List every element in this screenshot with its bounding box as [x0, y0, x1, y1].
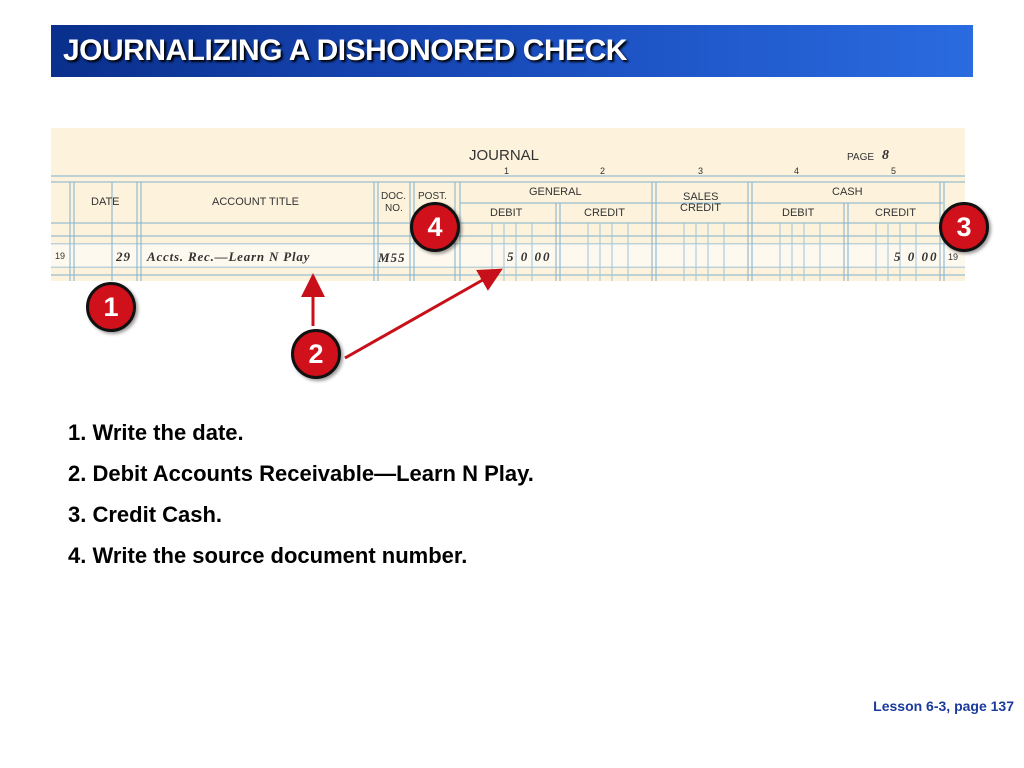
step-item: 3. Credit Cash. [68, 502, 223, 527]
general-header: GENERAL [529, 186, 582, 198]
arrow-to-debit [345, 273, 495, 358]
line-number-right: 19 [948, 252, 959, 262]
slide-title: JOURNALIZING A DISHONORED CHECK [63, 34, 627, 67]
step-item: 2. Debit Accounts Receivable—Learn N Play. [68, 461, 534, 486]
column-number: 2 [600, 166, 606, 176]
callout-badge-3: 3 [939, 202, 989, 252]
callout-badge-2: 2 [291, 329, 341, 379]
step-item: 4. Write the source document number. [68, 543, 468, 568]
column-number: 4 [794, 166, 800, 176]
general-debit-header: DEBIT [490, 207, 523, 219]
lesson-reference: Lesson 6-3, page 137 [873, 698, 1014, 714]
sales-credit-header-line2: CREDIT [680, 202, 721, 214]
steps-list [68, 420, 534, 584]
cash-credit-header: CREDIT [875, 207, 916, 219]
page-number: 8 [882, 148, 890, 163]
entry-doc-no: M55 [378, 250, 406, 265]
post-ref-header: POST. [418, 191, 447, 202]
doc-no-header: DOC. [381, 191, 406, 202]
entry-day: 29 [116, 249, 131, 264]
general-credit-header: CREDIT [584, 207, 625, 219]
line-number-left: 19 [55, 251, 66, 261]
step-item: 1. Write the date. [68, 420, 244, 445]
sales-credit-header: SALES [683, 191, 719, 203]
callout-badge-1: 1 [86, 282, 136, 332]
column-number: 3 [698, 166, 704, 176]
callout-badge-4: 4 [410, 202, 460, 252]
entry-account: Accts. Rec.—Learn N Play [147, 249, 311, 264]
column-number: 5 [891, 166, 897, 176]
column-number: 1 [504, 166, 510, 176]
date-header: DATE [91, 196, 120, 208]
page-label: PAGE [847, 152, 875, 163]
cash-debit-header: DEBIT [782, 207, 815, 219]
journal-heading: JOURNAL [469, 147, 540, 164]
entry-general-debit: 5 0 00 [507, 249, 552, 264]
doc-no-header-line2: NO. [385, 203, 403, 214]
account-title-header: ACCOUNT TITLE [212, 196, 299, 208]
entry-cash-credit: 5 0 00 [894, 249, 939, 264]
cash-header: CASH [832, 186, 863, 198]
